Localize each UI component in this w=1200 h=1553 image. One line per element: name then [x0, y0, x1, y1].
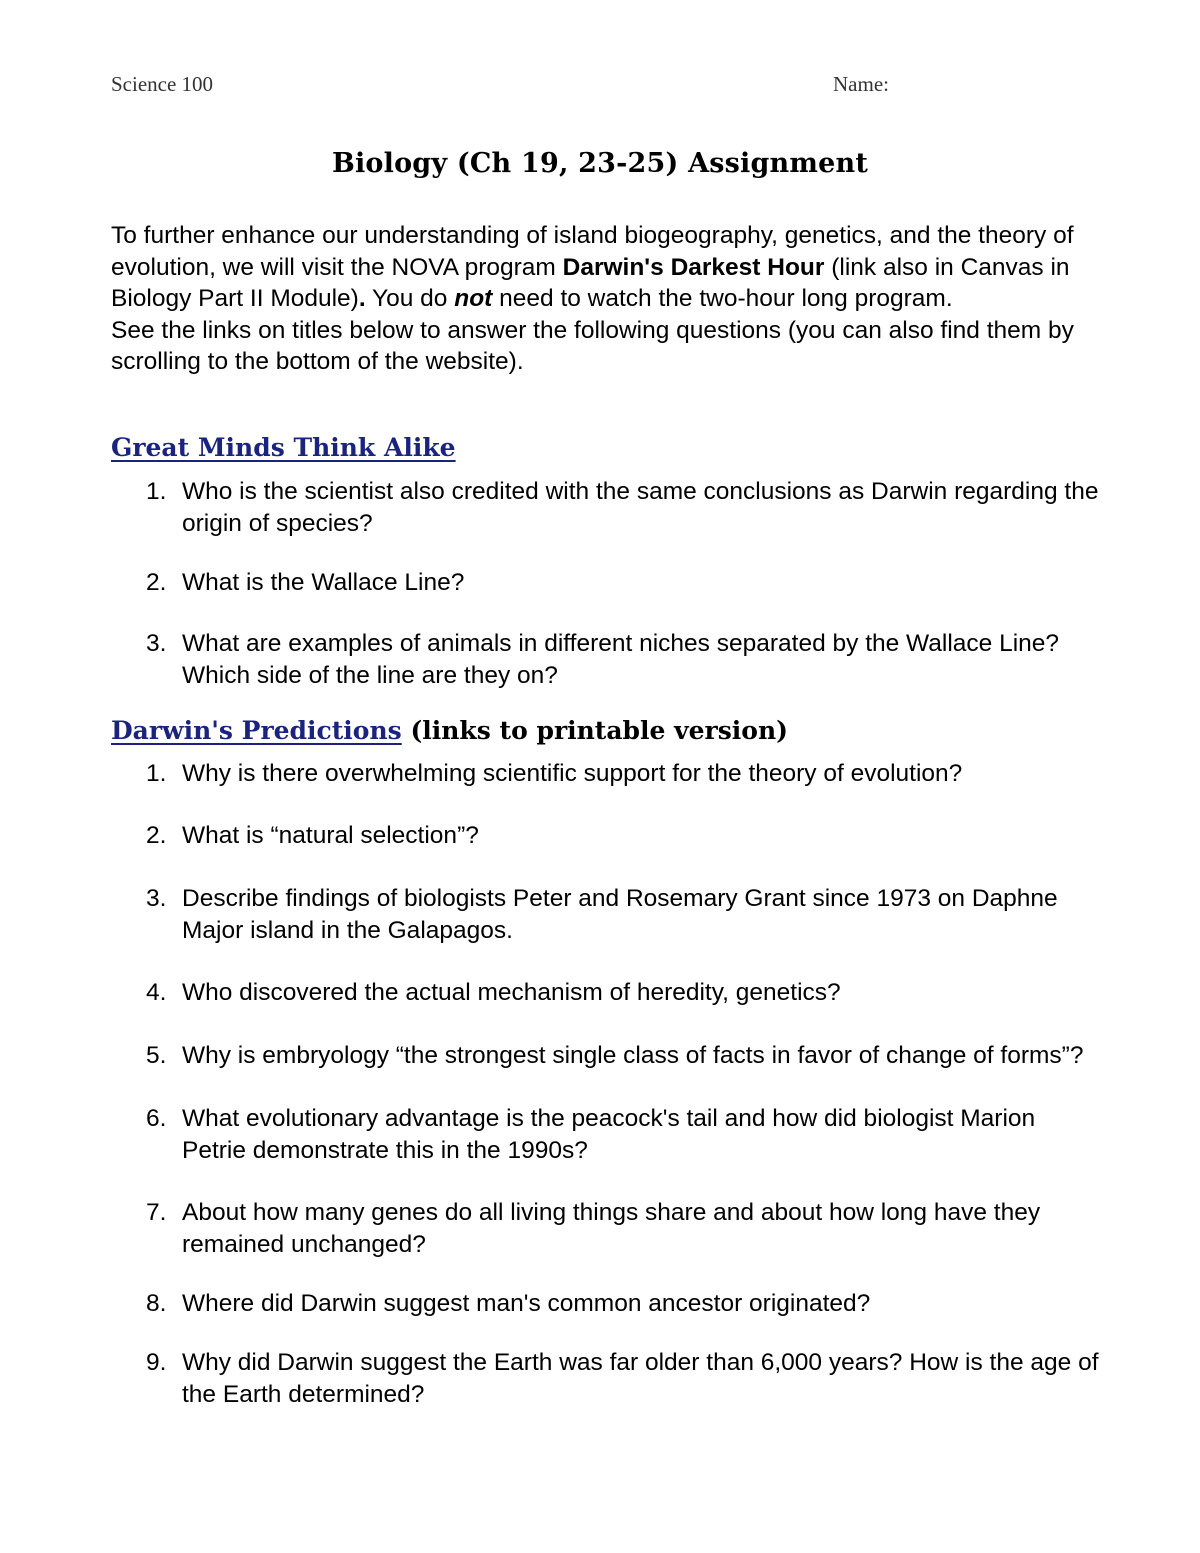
name-label: Name: [833, 72, 889, 96]
darwins-predictions-questions [146, 758, 1101, 1411]
question-number: 3. [146, 630, 167, 657]
section-heading-darwins-predictions [111, 716, 788, 745]
intro-part1: To further enhance our understanding of island biogeography, genetics, and the theory of evolution, we will visit the NOVA program [111, 222, 1074, 281]
question-number: 2. [146, 822, 167, 849]
list-item [146, 1040, 1101, 1072]
list-item [146, 1197, 1101, 1261]
question-text: What are examples of animals in different niches separated by the Wallace Line? Which side of the line are they on? [182, 630, 1060, 689]
list-item [146, 1103, 1101, 1167]
great-minds-questions [146, 476, 1101, 692]
question-number: 5. [146, 1042, 167, 1069]
page-title: Biology (Ch 19, 23-25) Assignment [331, 148, 869, 179]
intro-part2: (link also in Canvas in Biology Part II Module) [111, 253, 1070, 312]
intro-period: . [358, 285, 366, 312]
list-item [146, 977, 1101, 1009]
list-item [146, 758, 1101, 790]
question-number: 8. [146, 1290, 167, 1317]
question-text: Why did Darwin suggest the Earth was far older than 6,000 years? How is the age of the Earth determined? [182, 1349, 1099, 1408]
list-item [146, 476, 1101, 540]
list-item [146, 628, 1101, 692]
question-number: 3. [146, 885, 167, 912]
darwins-predictions-link[interactable]: Darwin's Predictions [111, 716, 402, 745]
intro-paragraph [111, 220, 1101, 315]
section-heading-great-minds [111, 433, 456, 462]
question-number: 6. [146, 1105, 167, 1132]
question-number: 4. [146, 979, 167, 1006]
question-number: 1. [146, 478, 167, 505]
question-text: Who discovered the actual mechanism of heredity, genetics? [182, 979, 841, 1006]
question-text: Why is embryology “the strongest single class of facts in favor of change of forms”? [182, 1042, 1084, 1069]
heading-suffix: (links to printable version) [401, 716, 788, 745]
question-text: About how many genes do all living things share and about how long have they remained unchanged? [182, 1199, 1041, 1258]
intro-emphasis: not [454, 285, 493, 312]
question-number: 2. [146, 569, 167, 596]
question-text: What is “natural selection”? [182, 822, 479, 849]
program-name: Darwin's Darkest Hour [562, 253, 825, 281]
list-item [146, 567, 1101, 599]
intro-instructions: See the links on titles below to answer the following questions (you can also find them by scrolling to the bottom of the website). [111, 316, 1074, 375]
question-number: 1. [146, 760, 167, 787]
list-item [146, 820, 1101, 852]
great-minds-link[interactable]: Great Minds Think Alike [111, 433, 456, 462]
list-item [146, 883, 1101, 947]
question-text: Describe findings of biologists Peter and Rosemary Grant since 1973 on Daphne Major island in the Galapagos. [182, 885, 1058, 944]
question-text: Who is the scientist also credited with the same conclusions as Darwin regarding the origin of species? [182, 478, 1099, 537]
course-label: Science 100 [111, 72, 214, 96]
question-number: 7. [146, 1199, 167, 1226]
question-text: What evolutionary advantage is the peacock's tail and how did biologist Marion Petrie demonstrate this in the 1990s? [182, 1105, 1036, 1164]
list-item [146, 1288, 1101, 1320]
intro-text [111, 220, 1101, 378]
list-item [146, 1347, 1101, 1411]
question-number: 9. [146, 1349, 167, 1376]
intro-part4: need to watch the two-hour long program. [492, 285, 953, 312]
question-text: Why is there overwhelming scientific support for the theory of evolution? [182, 760, 963, 787]
question-text: What is the Wallace Line? [182, 569, 465, 596]
question-text: Where did Darwin suggest man's common ancestor originated? [182, 1290, 871, 1317]
intro-part3: You do [365, 285, 455, 312]
